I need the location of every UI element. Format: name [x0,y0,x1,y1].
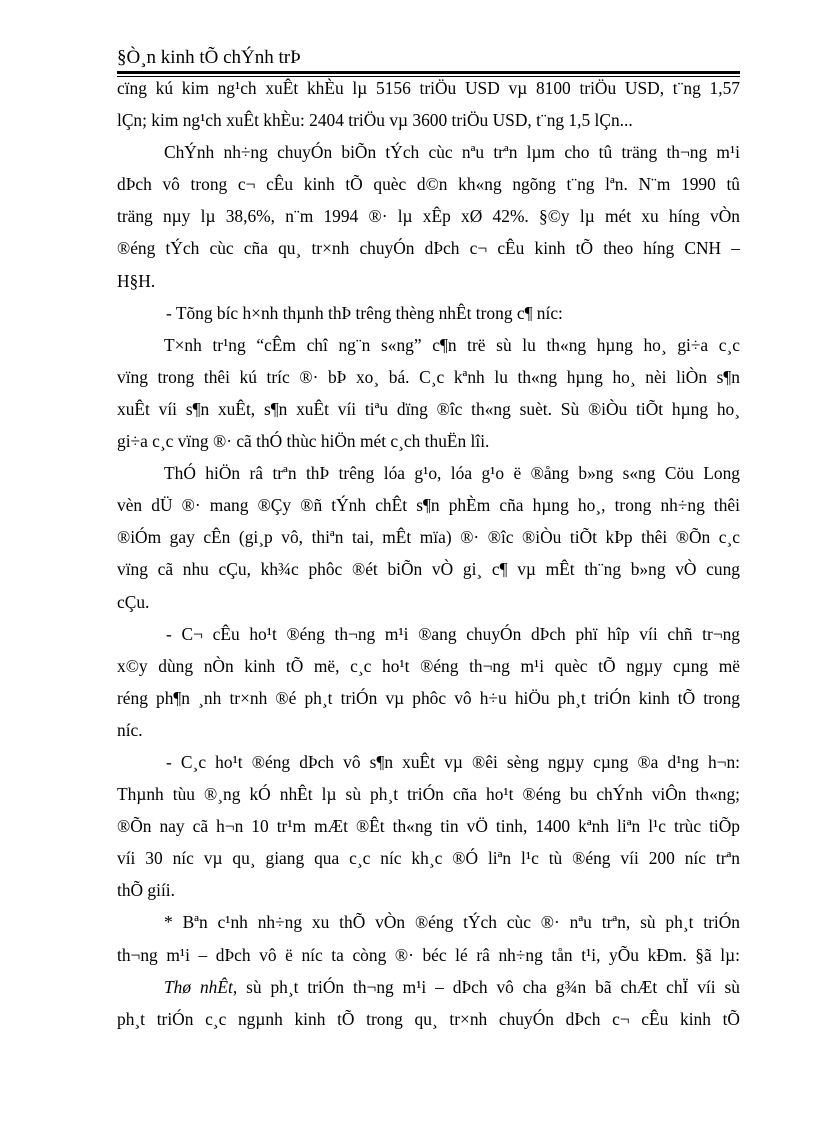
text-line: - C¸c ho¹t ®éng dÞch vô s¶n xuÊt vµ ®êi sèng ngµy cµng ®a d¹ng h¬n: [166,751,740,772]
text-line: vïng trong thêi kú tríc ®· bÞ xo¸ bá. C¸c kªnh lu th«ng hµng ho¸ nèi liÒn s¶n [117,366,740,387]
text-line-rest: sù ph¸t triÓn th¬ng m¹i – dÞch vô cha g¾n bã chÆt chÏ víi sù [237,976,740,997]
text-line: víi 30 níc vµ qu¸ giang qua c¸c níc kh¸c ®Ó liªn l¹c tù ®éng víi 200 níc trªn [117,848,740,869]
text-line: gi÷a c¸c vïng ®· cã thÓ thùc hiÖn mét c¸ch thuËn lîi. [117,431,490,452]
text-line: níc. [117,719,143,740]
text-line: cÇu. [117,591,150,612]
text-line [117,971,740,1003]
text-line: xuÊt víi s¶n xuÊt, s¶n xuÊt víi tiªu dïng ®îc th«ng suèt. Sù ®iÒu tiÕt hµng ho¸ [117,398,740,419]
text-line: cïng kú kim ng¹ch xuÊt khÈu lµ 5156 triÖu USD vµ 8100 triÖu USD, t¨ng 1,57 [117,78,740,98]
text-line: ChÝnh nh÷ng chuyÓn biÕn tÝch cùc nªu trªn lµm cho tû träng th¬ng m¹i [164,142,740,163]
text-line: ®Õn nay cã h¬n 10 tr¹m mÆt ®Êt th«ng tin vÖ tinh, 1400 kªnh liªn l¹c trùc tiÕp [117,816,740,837]
text-line: H§H. [117,270,156,291]
text-line: * Bªn c¹nh nh÷ng xu thÕ vÒn ®éng tÝch cùc ®· nªu trªn, sù ph¸t triÓn [164,912,740,933]
text-line: ®iÓm gay cÊn (gi¸p vô, thiªn tai, mÊt mïa) ®· ®îc ®iÒu tiÕt kÞp thêi ®Õn c¸c [117,527,740,548]
text-line: thÕ giíi. [117,880,175,901]
text-line: vèn dÜ ®· mang ®Çy ®ñ tÝnh chÊt s¶n phÈm cña hµng ho¸, trong nh÷ng thêi [117,495,740,516]
text-line: ThÓ hiÖn râ trªn thÞ trêng lóa g¹o, lóa g¹o ë ®ång b»ng s«ng Cöu Long [164,463,740,484]
text-line: - C¬ cÊu ho¹t ®éng th¬ng m¹i ®ang chuyÓn dÞch phï hîp víi chñ tr¬ng [166,623,740,644]
text-line: réng ph¶n ¸nh tr×nh ®é ph¸t triÓn vµ phôc vô h÷u hiÖu ph¸t triÓn kinh tÕ trong [117,687,740,708]
text-line: x©y dùng nÒn kinh tÕ më, c¸c ho¹t ®éng th¬ng m¹i quèc tÕ ngµy cµng më [117,655,740,676]
text-line: T×nh tr¹ng “cÊm chî ng¨n s«ng” c¶n trë sù lu th«ng hµng ho¸ gi÷a c¸c [164,334,740,355]
text-line: vïng cã nhu cÇu, kh¾c phôc ®ét biÕn vÒ gi¸ c¶ vµ mÊt th¨ng b»ng vÒ cung [117,559,740,580]
text-line: träng nµy lµ 38,6%, n¨m 1994 ®· lµ xÊp xØ 42%. §©y lµ mét xu híng vÒn [117,206,740,227]
text-line-emphasis: Thø nhÊt, [164,976,238,997]
text-line: ®éng tÝch cùc cña qu¸ tr×nh chuyÓn dÞch c¬ cÊu kinh tÕ theo híng CNH – [117,238,740,259]
text-line: th¬ng m¹i – dÞch vô ë níc ta còng ®· béc lé râ nh÷ng tån t¹i, yÕu kÐm. §ã lµ: [117,944,740,965]
text-line: Thµnh tùu ®¸ng kÓ nhÊt lµ sù ph¸t triÓn cña ho¹t ®éng bu chÝnh viÔn th«ng; [117,784,740,805]
text-line: ph¸t triÓn c¸c ngµnh kinh tÕ trong qu¸ tr×nh chuyÓn dÞch c¬ cÊu kinh tÕ [117,1008,740,1029]
text-line: - Tõng bíc h×nh thµnh thÞ trêng thèng nhÊt trong c¶ níc: [166,302,563,323]
document-body [117,72,740,1035]
text-line: lÇn; kim ng¹ch xuÊt khÈu: 2404 triÖu vµ 3600 triÖu USD, t¨ng 1,5 lÇn... [117,110,633,131]
text-line: dÞch vô trong c¬ cÊu kinh tÕ quèc d©n kh«ng ngõng t¨ng lªn. N¨m 1990 tû [117,174,740,195]
page-header-title: §Ò¸n kinh tÕ chÝnh trÞ [117,47,301,68]
